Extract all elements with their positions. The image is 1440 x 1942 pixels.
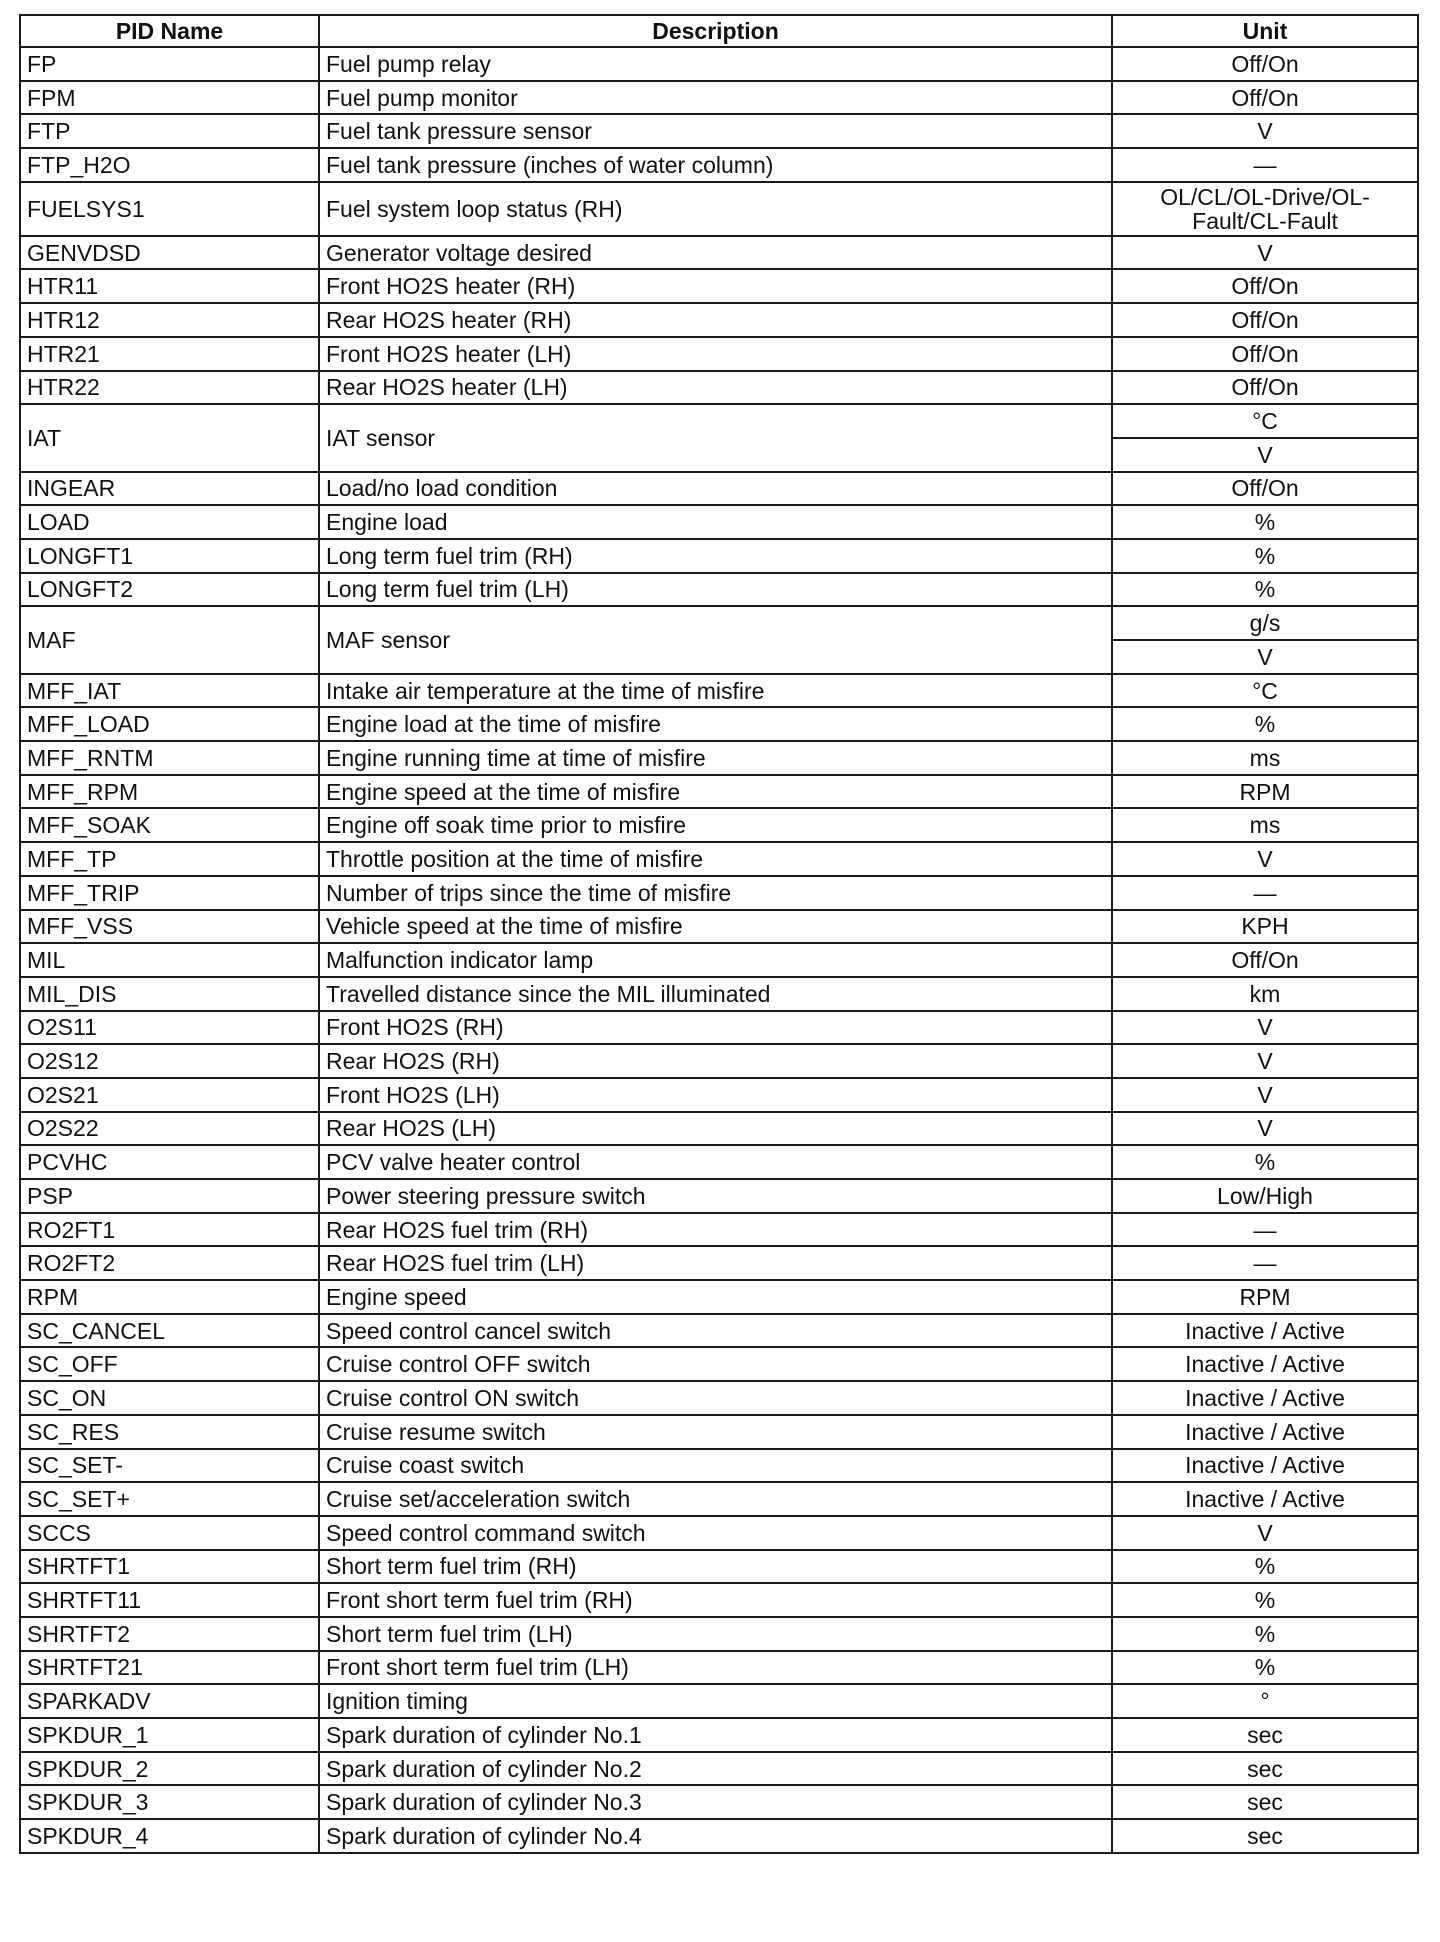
- description-cell: Spark duration of cylinder No.4: [319, 1819, 1112, 1853]
- unit-cell: —: [1112, 1246, 1418, 1280]
- table-row: [20, 808, 1418, 842]
- pid-name-cell: SC_SET+: [20, 1482, 319, 1516]
- unit-cell: °C: [1112, 404, 1418, 438]
- pid-name-cell: FTP_H2O: [20, 148, 319, 182]
- pid-name-cell: MFF_VSS: [20, 910, 319, 944]
- description-cell: Front HO2S heater (LH): [319, 337, 1112, 371]
- unit-cell: Inactive / Active: [1112, 1314, 1418, 1348]
- table-row: [20, 1819, 1418, 1853]
- table-row: [20, 707, 1418, 741]
- unit-cell: %: [1112, 1651, 1418, 1685]
- table-row: [20, 1583, 1418, 1617]
- pid-name-cell: LOAD: [20, 505, 319, 539]
- description-cell: Fuel system loop status (RH): [319, 182, 1112, 236]
- unit-cell: ms: [1112, 741, 1418, 775]
- pid-name-cell: SHRTFT11: [20, 1583, 319, 1617]
- table-row: [20, 182, 1418, 236]
- description-cell: Speed control command switch: [319, 1516, 1112, 1550]
- pid-name-cell: FP: [20, 47, 319, 81]
- pid-name-cell: SCCS: [20, 1516, 319, 1550]
- unit-cell: Off/On: [1112, 371, 1418, 405]
- pid-table: [19, 14, 1419, 1854]
- unit-cell: V: [1112, 640, 1418, 674]
- description-cell: Short term fuel trim (RH): [319, 1550, 1112, 1584]
- table-row: [20, 741, 1418, 775]
- pid-name-cell: SPARKADV: [20, 1684, 319, 1718]
- table-row: [20, 236, 1418, 270]
- description-cell: Malfunction indicator lamp: [319, 943, 1112, 977]
- description-cell: Spark duration of cylinder No.3: [319, 1785, 1112, 1819]
- table-row: [20, 1381, 1418, 1415]
- table-row: [20, 943, 1418, 977]
- unit-cell: Off/On: [1112, 303, 1418, 337]
- pid-name-cell: RPM: [20, 1280, 319, 1314]
- description-cell: Rear HO2S (RH): [319, 1044, 1112, 1078]
- unit-cell: V: [1112, 1044, 1418, 1078]
- description-cell: Front HO2S (RH): [319, 1011, 1112, 1045]
- unit-cell: KPH: [1112, 910, 1418, 944]
- pid-name-cell: FTP: [20, 114, 319, 148]
- description-cell: Cruise control OFF switch: [319, 1347, 1112, 1381]
- unit-cell: %: [1112, 707, 1418, 741]
- unit-cell: Off/On: [1112, 47, 1418, 81]
- pid-name-cell: PSP: [20, 1179, 319, 1213]
- unit-cell: V: [1112, 842, 1418, 876]
- table-row: [20, 505, 1418, 539]
- unit-cell: sec: [1112, 1752, 1418, 1786]
- pid-name-cell: MFF_RNTM: [20, 741, 319, 775]
- description-cell: Front HO2S heater (RH): [319, 269, 1112, 303]
- pid-name-cell: LONGFT2: [20, 573, 319, 607]
- unit-cell: sec: [1112, 1718, 1418, 1752]
- table-row: [20, 404, 1418, 438]
- table-row: [20, 1280, 1418, 1314]
- pid-name-cell: O2S22: [20, 1112, 319, 1146]
- description-cell: Engine load: [319, 505, 1112, 539]
- pid-name-cell: O2S12: [20, 1044, 319, 1078]
- unit-cell: V: [1112, 1516, 1418, 1550]
- pid-name-cell: RO2FT1: [20, 1213, 319, 1247]
- pid-name-cell: SPKDUR_1: [20, 1718, 319, 1752]
- unit-cell: RPM: [1112, 1280, 1418, 1314]
- pid-name-cell: RO2FT2: [20, 1246, 319, 1280]
- unit-cell: %: [1112, 1550, 1418, 1584]
- table-row: [20, 1550, 1418, 1584]
- table-row: [20, 114, 1418, 148]
- description-cell: PCV valve heater control: [319, 1145, 1112, 1179]
- table-row: [20, 81, 1418, 115]
- unit-cell: Off/On: [1112, 943, 1418, 977]
- description-cell: IAT sensor: [319, 404, 1112, 471]
- description-cell: Number of trips since the time of misfire: [319, 876, 1112, 910]
- description-cell: Engine load at the time of misfire: [319, 707, 1112, 741]
- unit-cell: V: [1112, 236, 1418, 270]
- pid-name-cell: GENVDSD: [20, 236, 319, 270]
- unit-cell: V: [1112, 1078, 1418, 1112]
- table-row: [20, 1684, 1418, 1718]
- pid-name-cell: O2S21: [20, 1078, 319, 1112]
- description-cell: Engine speed at the time of misfire: [319, 775, 1112, 809]
- unit-cell: °: [1112, 1684, 1418, 1718]
- description-cell: Cruise control ON switch: [319, 1381, 1112, 1415]
- pid-name-cell: FUELSYS1: [20, 182, 319, 236]
- table-row: [20, 1112, 1418, 1146]
- pid-name-cell: SC_OFF: [20, 1347, 319, 1381]
- table-row: [20, 472, 1418, 506]
- pid-name-cell: MFF_TRIP: [20, 876, 319, 910]
- pid-name-cell: MFF_SOAK: [20, 808, 319, 842]
- pid-name-cell: SHRTFT1: [20, 1550, 319, 1584]
- description-cell: Front short term fuel trim (RH): [319, 1583, 1112, 1617]
- description-cell: Fuel pump monitor: [319, 81, 1112, 115]
- unit-cell: V: [1112, 438, 1418, 472]
- table-row: [20, 1044, 1418, 1078]
- pid-name-cell: MAF: [20, 606, 319, 673]
- table-row: [20, 1145, 1418, 1179]
- description-cell: Rear HO2S (LH): [319, 1112, 1112, 1146]
- description-cell: Intake air temperature at the time of misfire: [319, 674, 1112, 708]
- unit-cell: —: [1112, 1213, 1418, 1247]
- pid-name-cell: SC_ON: [20, 1381, 319, 1415]
- table-row: [20, 1011, 1418, 1045]
- description-cell: Rear HO2S heater (LH): [319, 371, 1112, 405]
- pid-name-cell: HTR12: [20, 303, 319, 337]
- table-row: [20, 539, 1418, 573]
- table-header: [20, 15, 1418, 47]
- unit-cell: Low/High: [1112, 1179, 1418, 1213]
- unit-cell: km: [1112, 977, 1418, 1011]
- pid-name-cell: LONGFT1: [20, 539, 319, 573]
- unit-cell: %: [1112, 1583, 1418, 1617]
- table-row: [20, 977, 1418, 1011]
- pid-name-cell: O2S11: [20, 1011, 319, 1045]
- table-row: [20, 1246, 1418, 1280]
- description-cell: Cruise resume switch: [319, 1415, 1112, 1449]
- table-row: [20, 1347, 1418, 1381]
- description-cell: Power steering pressure switch: [319, 1179, 1112, 1213]
- pid-name-cell: PCVHC: [20, 1145, 319, 1179]
- description-cell: Load/no load condition: [319, 472, 1112, 506]
- description-cell: Ignition timing: [319, 1684, 1112, 1718]
- pid-name-cell: SC_RES: [20, 1415, 319, 1449]
- unit-cell: Off/On: [1112, 472, 1418, 506]
- pid-name-cell: HTR21: [20, 337, 319, 371]
- description-cell: Long term fuel trim (RH): [319, 539, 1112, 573]
- unit-cell: ms: [1112, 808, 1418, 842]
- table-row: [20, 842, 1418, 876]
- unit-cell: RPM: [1112, 775, 1418, 809]
- description-cell: Generator voltage desired: [319, 236, 1112, 270]
- pid-name-cell: MFF_LOAD: [20, 707, 319, 741]
- description-cell: Travelled distance since the MIL illuminated: [319, 977, 1112, 1011]
- unit-cell: V: [1112, 114, 1418, 148]
- unit-cell: %: [1112, 573, 1418, 607]
- table-row: [20, 1314, 1418, 1348]
- description-cell: Rear HO2S heater (RH): [319, 303, 1112, 337]
- description-cell: Front short term fuel trim (LH): [319, 1651, 1112, 1685]
- pid-name-cell: MFF_TP: [20, 842, 319, 876]
- description-cell: Throttle position at the time of misfire: [319, 842, 1112, 876]
- table-row: [20, 1718, 1418, 1752]
- pid-name-cell: SHRTFT21: [20, 1651, 319, 1685]
- unit-cell: sec: [1112, 1785, 1418, 1819]
- unit-cell: Inactive / Active: [1112, 1415, 1418, 1449]
- description-cell: Spark duration of cylinder No.1: [319, 1718, 1112, 1752]
- description-cell: Engine running time at time of misfire: [319, 741, 1112, 775]
- table-body: [20, 47, 1418, 1853]
- pid-name-cell: SPKDUR_2: [20, 1752, 319, 1786]
- pid-name-cell: SC_CANCEL: [20, 1314, 319, 1348]
- table-row: [20, 269, 1418, 303]
- table-row: [20, 674, 1418, 708]
- pid-name-cell: HTR11: [20, 269, 319, 303]
- unit-cell: V: [1112, 1112, 1418, 1146]
- table-row: [20, 1482, 1418, 1516]
- description-cell: Vehicle speed at the time of misfire: [319, 910, 1112, 944]
- unit-cell: Off/On: [1112, 269, 1418, 303]
- table-row: [20, 1449, 1418, 1483]
- table-row: [20, 1651, 1418, 1685]
- table-row: [20, 337, 1418, 371]
- description-cell: Short term fuel trim (LH): [319, 1617, 1112, 1651]
- description-cell: MAF sensor: [319, 606, 1112, 673]
- unit-cell: %: [1112, 539, 1418, 573]
- unit-cell: g/s: [1112, 606, 1418, 640]
- pid-name-cell: HTR22: [20, 371, 319, 405]
- table-row: [20, 1078, 1418, 1112]
- pid-name-cell: SC_SET-: [20, 1449, 319, 1483]
- pid-name-cell: MFF_IAT: [20, 674, 319, 708]
- description-cell: Speed control cancel switch: [319, 1314, 1112, 1348]
- table-row: [20, 371, 1418, 405]
- unit-cell: sec: [1112, 1819, 1418, 1853]
- pid-name-cell: MIL_DIS: [20, 977, 319, 1011]
- unit-cell: —: [1112, 148, 1418, 182]
- pid-name-cell: MIL: [20, 943, 319, 977]
- unit-cell: OL/CL/OL-Drive/OL-Fault/CL-Fault: [1112, 182, 1418, 236]
- unit-cell: Off/On: [1112, 337, 1418, 371]
- table-row: [20, 1516, 1418, 1550]
- unit-cell: %: [1112, 1617, 1418, 1651]
- table-row: [20, 1617, 1418, 1651]
- description-cell: Engine speed: [319, 1280, 1112, 1314]
- pid-name-cell: INGEAR: [20, 472, 319, 506]
- description-cell: Rear HO2S fuel trim (LH): [319, 1246, 1112, 1280]
- header-unit: Unit: [1112, 15, 1418, 47]
- unit-cell: °C: [1112, 674, 1418, 708]
- pid-name-cell: SPKDUR_3: [20, 1785, 319, 1819]
- header-row: [20, 15, 1418, 47]
- table-row: [20, 303, 1418, 337]
- pid-name-cell: SHRTFT2: [20, 1617, 319, 1651]
- unit-cell: Inactive / Active: [1112, 1381, 1418, 1415]
- table-row: [20, 1415, 1418, 1449]
- unit-cell: Inactive / Active: [1112, 1347, 1418, 1381]
- table-row: [20, 606, 1418, 640]
- description-cell: Long term fuel trim (LH): [319, 573, 1112, 607]
- table-row: [20, 1213, 1418, 1247]
- description-cell: Fuel tank pressure (inches of water column): [319, 148, 1112, 182]
- unit-cell: Off/On: [1112, 81, 1418, 115]
- description-cell: Rear HO2S fuel trim (RH): [319, 1213, 1112, 1247]
- pid-name-cell: FPM: [20, 81, 319, 115]
- table-row: [20, 1752, 1418, 1786]
- table-row: [20, 47, 1418, 81]
- unit-cell: Inactive / Active: [1112, 1482, 1418, 1516]
- table-row: [20, 573, 1418, 607]
- description-cell: Cruise coast switch: [319, 1449, 1112, 1483]
- header-description: Description: [319, 15, 1112, 47]
- description-cell: Front HO2S (LH): [319, 1078, 1112, 1112]
- description-cell: Engine off soak time prior to misfire: [319, 808, 1112, 842]
- table-row: [20, 775, 1418, 809]
- description-cell: Fuel tank pressure sensor: [319, 114, 1112, 148]
- table-row: [20, 910, 1418, 944]
- description-cell: Fuel pump relay: [319, 47, 1112, 81]
- pid-name-cell: IAT: [20, 404, 319, 471]
- description-cell: Spark duration of cylinder No.2: [319, 1752, 1112, 1786]
- unit-cell: %: [1112, 505, 1418, 539]
- unit-cell: V: [1112, 1011, 1418, 1045]
- table-row: [20, 148, 1418, 182]
- pid-name-cell: MFF_RPM: [20, 775, 319, 809]
- table-row: [20, 1785, 1418, 1819]
- description-cell: Cruise set/acceleration switch: [319, 1482, 1112, 1516]
- unit-cell: —: [1112, 876, 1418, 910]
- table-row: [20, 876, 1418, 910]
- unit-cell: Inactive / Active: [1112, 1449, 1418, 1483]
- header-pid-name: PID Name: [20, 15, 319, 47]
- unit-cell: %: [1112, 1145, 1418, 1179]
- table-row: [20, 1179, 1418, 1213]
- pid-name-cell: SPKDUR_4: [20, 1819, 319, 1853]
